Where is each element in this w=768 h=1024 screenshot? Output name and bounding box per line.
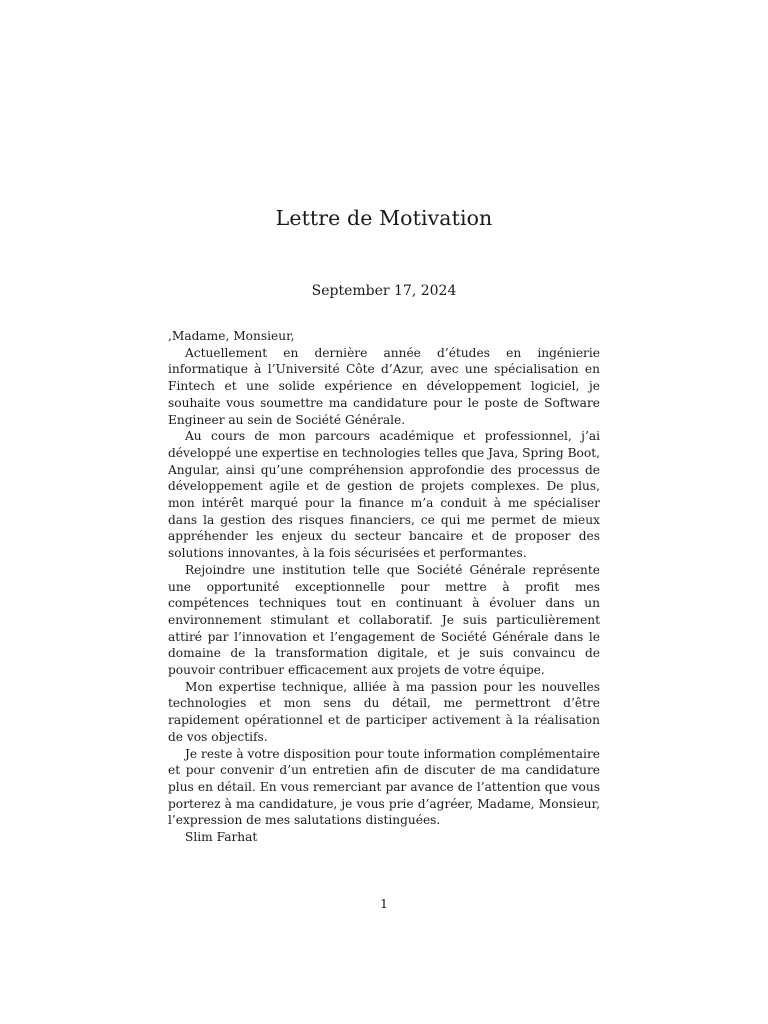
paragraph-motivation: Rejoindre une institution telle que Société Générale représente une opportunité exceptionnelle pour mettre à profit mes compétences techniques tout en continuant à évoluer dans un environnement stimulant et collaboratif. Je suis particulièrement attiré par l’innovation et l’engagement de Société Générale dans le domaine de la transformation digitale, et je suis convaincu de pouvoir contribuer efficacement aux projets de votre équipe. [168, 562, 600, 678]
paragraph-expertise: Mon expertise technique, alliée à ma passion pour les nouvelles technologies et mon sens du détail, me permettront d’être rapidement opérationnel et de participer activement à la réalisation de vos objectifs. [168, 679, 600, 744]
signature: Slim Farhat [185, 830, 258, 845]
document-date: September 17, 2024 [311, 283, 457, 299]
letter-body [168, 328, 600, 846]
page-number: 1 [380, 896, 388, 911]
paragraph-experience: Au cours de mon parcours académique et professionnel, j’ai développé une expertise en technologies telles que Java, Spring Boot, Angular, ainsi qu’une compréhension approfondie des processus de développement agile et de gestion de projets complexes. De plus, mon intérêt marqué pour la finance m’a conduit à me spécialiser dans la gestion des risques financiers, ce qui me permet de mieux appréhender les enjeux du secteur bancaire et de proposer des solutions innovantes, à la fois sécurisées et performantes. [168, 429, 600, 561]
document-title: Lettre de Motivation [275, 206, 493, 230]
salutation: ,Madame, Monsieur, [168, 329, 295, 343]
paragraph-closing: Je reste à votre disposition pour toute information complémentaire et pour convenir d’un entretien afin de discuter de ma candidature plus en détail. En vous remerciant par avance de l’attention que vous porterez à ma candidature, je vous prie d’agréer, Madame, Monsieur, l’expression de mes salutations distinguées. [168, 746, 600, 828]
paragraph-introduction: Actuellement en dernière année d’études en ingénierie informatique à l’Université Côte d’Azur, avec une spécialisation en Fintech et une solide expérience en développement logiciel, je souhaite vous soumettre ma candidature pour le poste de Software Engineer au sein de Société Générale. [168, 345, 600, 427]
